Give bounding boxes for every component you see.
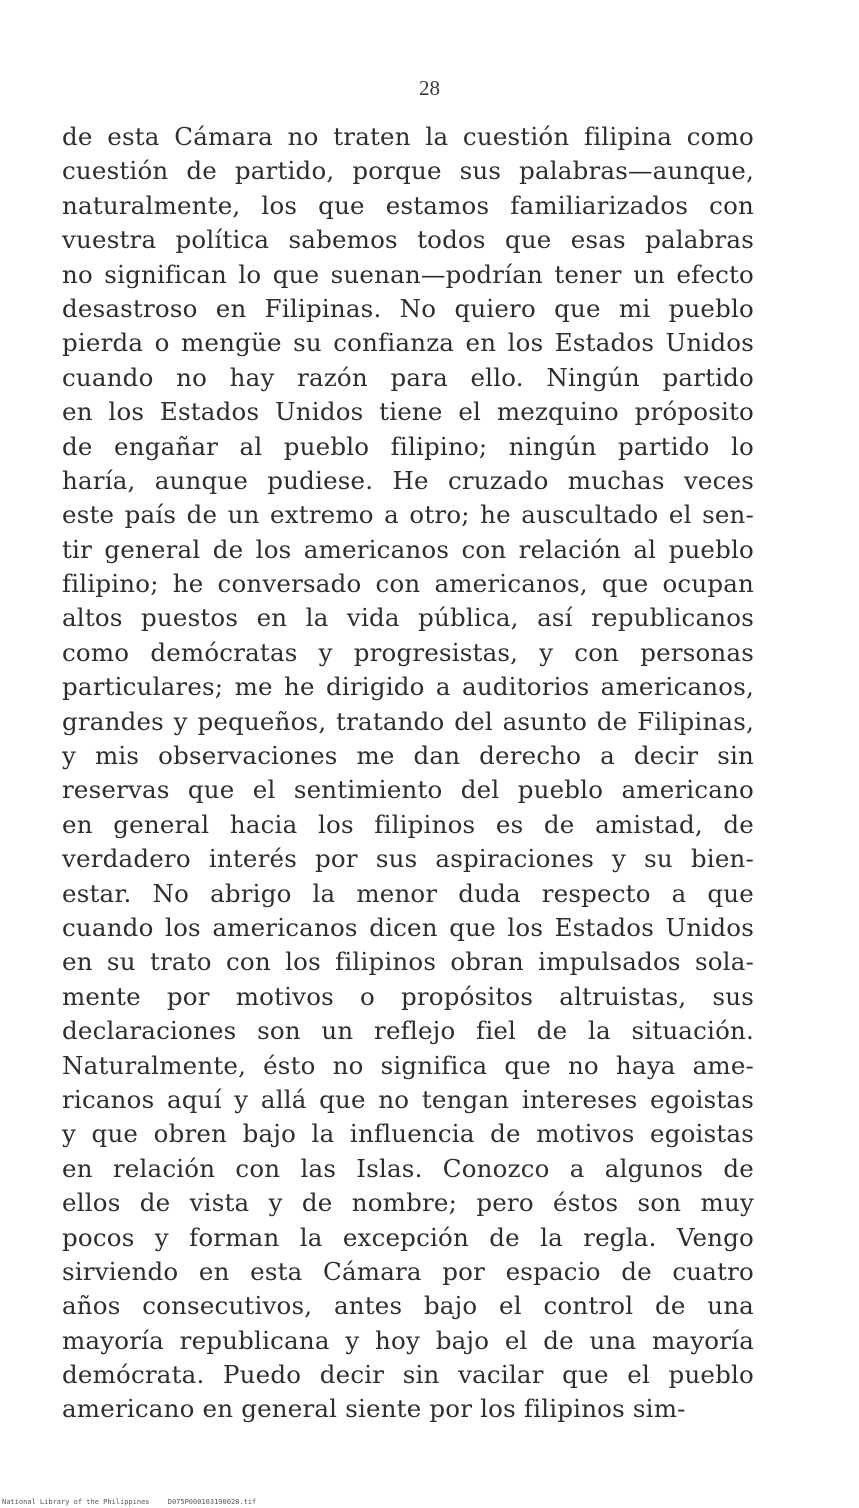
text-line: desastroso en Filipinas. No quiero que mi pueblo [62, 293, 754, 323]
text-line: en su trato con los filipinos obran impulsados sola- [62, 947, 754, 977]
text-line: y que obren bajo la influencia de motivos egoistas [62, 1119, 754, 1149]
text-line: cuestión de partido, porque sus palabras—aunque, [62, 156, 754, 186]
text-line: filipino; he conversado con americanos, que ocupan [62, 569, 754, 599]
text-line: Naturalmente, ésto no significa que no haya ame- [62, 1050, 754, 1080]
page-number: 28 [419, 76, 440, 100]
text-line: americano en general siente por los filipinos sim- [62, 1394, 686, 1424]
text-line: de engañar al pueblo filipino; ningún partido lo [62, 431, 754, 461]
text-line: cuando no hay razón para ello. Ningún partido [62, 362, 754, 392]
text-line: ricanos aquí y allá que no tengan intereses egoistas [62, 1084, 754, 1114]
text-line: haría, aunque pudiese. He cruzado muchas veces [62, 465, 754, 495]
text-line: pocos y forman la excepción de la regla. Vengo [62, 1222, 754, 1252]
text-line: reservas que el sentimiento del pueblo americano [62, 775, 754, 805]
text-line: de esta Cámara no traten la cuestión filipina como [62, 122, 754, 151]
text-line: este país de un extremo a otro; he auscultado el sen- [62, 500, 754, 530]
text-line: particulares; me he dirigido a auditorios americanos, [62, 672, 754, 702]
text-line: ellos de vista y de nombre; pero éstos son muy [62, 1188, 754, 1218]
text-line: años consecutivos, antes bajo el control de una [62, 1291, 754, 1321]
text-line: y mis observaciones me dan derecho a decir sin [62, 741, 754, 771]
text-line: verdadero interés por sus aspiraciones y su bien- [62, 844, 754, 874]
text-line: naturalmente, los que estamos familiarizados con [62, 190, 754, 220]
text-line: en los Estados Unidos tiene el mezquino próposito [62, 397, 754, 427]
text-line: vuestra política sabemos todos que esas palabras [62, 225, 754, 255]
text-line: estar. No abrigo la menor duda respecto a que [62, 878, 754, 908]
text-line: mente por motivos o propósitos altruistas, sus [62, 981, 754, 1011]
text-line: como demócratas y progresistas, y con personas [62, 637, 754, 667]
text-line: altos puestos en la vida pública, así republicanos [62, 603, 754, 633]
scan-footer [2, 1498, 256, 1506]
text-line: mayoría republicana y hoy bajo el de una mayoría [62, 1325, 754, 1355]
text-line: no significan lo que suenan—podrían tener un efecto [62, 259, 754, 289]
text-line: en general hacia los filipinos es de amistad, de [62, 809, 754, 839]
footer-filename: D075P000103190028.tif [167, 1498, 257, 1506]
text-line: demócrata. Puedo decir sin vacilar que el pueblo [62, 1360, 754, 1390]
footer-library: National Library of the Philippines [2, 1498, 150, 1506]
text-line: sirviendo en esta Cámara por espacio de cuatro [62, 1256, 754, 1286]
text-line: en relación con las Islas. Conozco a algunos de [62, 1153, 754, 1183]
text-line: tir general de los americanos con relación al pueblo [62, 534, 754, 564]
text-line: pierda o mengüe su confianza en los Estados Unidos [62, 328, 754, 358]
body-text [62, 120, 754, 1427]
text-line: cuando los americanos dicen que los Estados Unidos [62, 912, 754, 942]
text-line: grandes y pequeños, tratando del asunto de Filipinas, [62, 706, 754, 736]
text-line: declaraciones son un reflejo fiel de la situación. [62, 1016, 754, 1046]
